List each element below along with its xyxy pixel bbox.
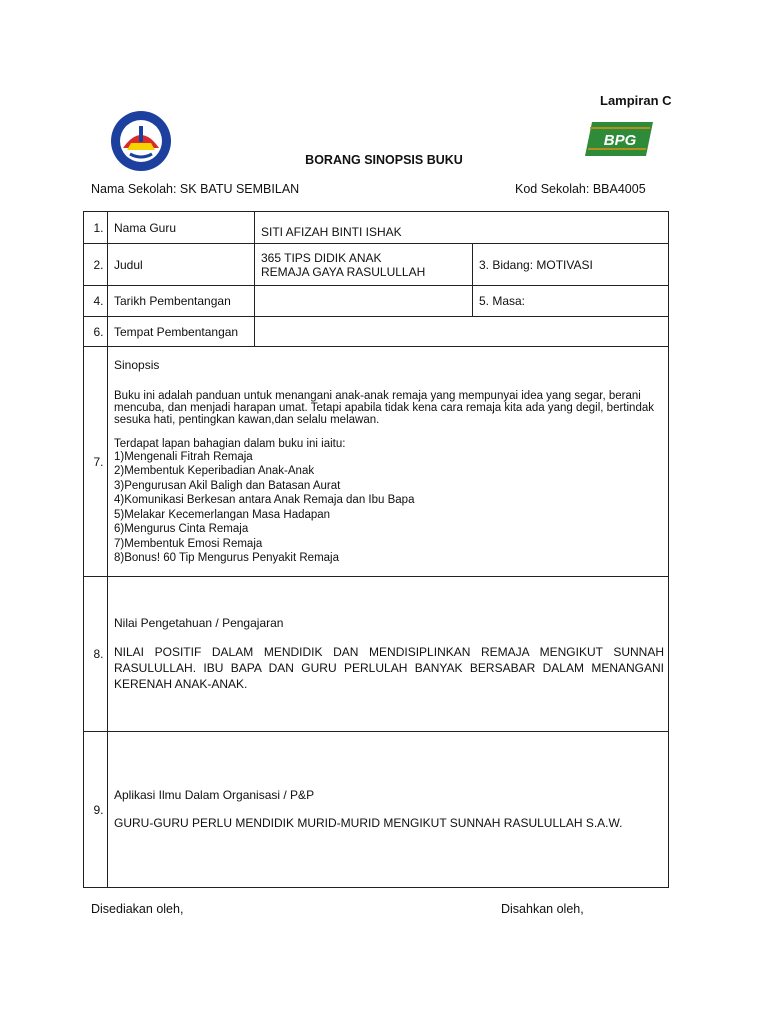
list-item: 2)Membentuk Keperibadian Anak-Anak <box>114 465 315 477</box>
row-number: 7. <box>84 347 108 577</box>
bpg-logo-text: BPG <box>603 132 637 149</box>
list-item: 4)Komunikasi Berkesan antara Anak Remaja dan Ibu Bapa <box>114 494 415 506</box>
list-item: 7)Membentuk Emosi Remaja <box>114 537 263 550</box>
school-code: Kod Sekolah: BBA4005 <box>515 182 646 196</box>
row-number: 2. <box>84 244 108 286</box>
row-number: 9. <box>84 732 108 888</box>
tarikh-value <box>255 286 473 317</box>
row-nama-guru <box>84 212 669 244</box>
field-label: Tempat Pembentangan <box>108 317 255 347</box>
field-label: Judul <box>108 244 255 286</box>
aplikasi-cell <box>108 732 669 888</box>
sinopsis-label: Sinopsis <box>114 357 160 372</box>
synopsis-form-table <box>83 211 669 888</box>
list-item: 8)Bonus! 60 Tip Mengurus Penyakit Remaja <box>114 552 340 564</box>
sinopsis-parts-intro: Terdapat lapan bahagian dalam buku ini iaitu: <box>114 437 346 450</box>
nama-guru-value: SITI AFIZAH BINTI ISHAK <box>255 212 669 244</box>
judul-line-2: REMAJA GAYA RASULULLAH <box>261 264 426 279</box>
row-tempat <box>84 317 669 347</box>
form-title: BORANG SINOPSIS BUKU <box>305 153 463 167</box>
field-label: Tarikh Pembentangan <box>108 286 255 317</box>
school-name: Nama Sekolah: SK BATU SEMBILAN <box>91 182 300 196</box>
row-number: 8. <box>84 577 108 732</box>
bidang-value: 3. Bidang: MOTIVASI <box>473 244 669 286</box>
row-number: 4. <box>84 286 108 317</box>
list-item: 1)Mengenali Fitrah Remaja <box>114 450 253 463</box>
row-aplikasi <box>84 732 669 888</box>
sinopsis-parts-list <box>114 450 668 566</box>
nilai-text: NILAI POSITIF DALAM MENDIDIK DAN MENDISIPLINKAN REMAJA MENGIKUT SUNNAH RASULULLAH. IBU BAPA DAN GURU PERLULAH BANYAK BERSABAR DALAM MENANGANI KERENAH ANAK-ANAK. <box>114 645 665 691</box>
masa-value: 5. Masa: <box>473 286 669 317</box>
row-number: 1. <box>84 212 108 244</box>
aplikasi-label: Aplikasi Ilmu Dalam Organisasi / P&P <box>114 788 315 802</box>
field-label: Nama Guru <box>108 212 255 244</box>
row-tarikh <box>84 286 669 317</box>
judul-line-1: 365 TIPS DIDIK ANAK <box>261 250 382 265</box>
tempat-value <box>255 317 669 347</box>
list-item: 3)Pengurusan Akil Baligh dan Batasan Aurat <box>114 479 341 492</box>
lampiran-label: Lampiran C <box>600 93 672 108</box>
bpg-logo <box>584 121 654 157</box>
nilai-cell <box>108 577 669 732</box>
row-nilai <box>84 577 669 732</box>
list-item: 5)Melakar Kecemerlangan Masa Hadapan <box>114 508 331 521</box>
sinopsis-paragraph: Buku ini adalah panduan untuk menangani anak-anak remaja yang mempunyai idea yang segar, berani mencuba, dan menjadi harapan umat. Tetapi apabila tidak kena cara remaja kita ada yang degil, bertindak sesuka hati, pentingkan kawan,dan selalu melawan. <box>114 389 654 426</box>
row-number: 6. <box>84 317 108 347</box>
sinopsis-cell <box>108 347 669 577</box>
aplikasi-text: GURU-GURU PERLU MENDIDIK MURID-MURID MENGIKUT SUNNAH RASULULLAH S.A.W. <box>114 816 623 830</box>
nilai-label: Nilai Pengetahuan / Pengajaran <box>114 616 284 630</box>
judul-value <box>255 244 473 286</box>
list-item: 6)Mengurus Cinta Remaja <box>114 523 249 535</box>
prepared-by: Disediakan oleh, <box>91 902 184 916</box>
approved-by: Disahkan oleh, <box>501 902 584 916</box>
row-sinopsis <box>84 347 669 577</box>
row-judul <box>84 244 669 286</box>
